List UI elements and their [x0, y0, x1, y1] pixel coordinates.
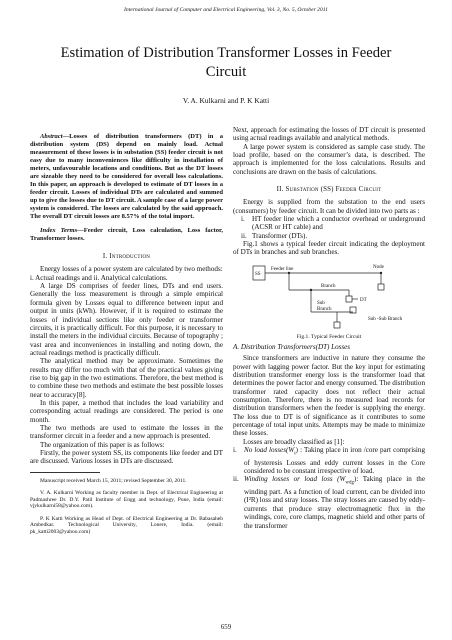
page-number: 659 [220, 624, 232, 631]
abstract-lead: Abstract [40, 132, 63, 140]
section-heading-introduction: I. Introduction [102, 253, 151, 261]
footnote: Manuscript received March 15, 2011; revised September 30, 2011. [40, 478, 187, 485]
intro-paragraph: The organization of this paper is as follows: [40, 440, 165, 449]
label-sub-sub-branch: Sub -Sub Branch [368, 316, 403, 322]
label-node: Node [373, 264, 384, 270]
dt-box [334, 322, 340, 328]
figure-caption: Fig.1. Typical Feeder Circuit [296, 333, 362, 340]
label-feeder-line: Feeder line [271, 266, 294, 272]
label-sub-branch: Branch [317, 306, 332, 312]
index-terms-text: —Feeder circuit, Loss calculation, Loss factor, Transformer losses. [30, 227, 224, 243]
list-item: ii. Transformer (DTs). [241, 231, 308, 240]
subsection-heading: A. Distribution Transformers(DT) Losses [233, 342, 351, 351]
label-dt: DT [360, 297, 367, 303]
intro-paragraph: In this paper, a method that includes the load variability and corresponding actual readings are considered. The period is one month. [30, 398, 223, 424]
authors: V. A. Kulkarni and P. K Katti [182, 96, 270, 105]
left-column [30, 126, 223, 541]
list-item-winding-losses: ii. Winding losses or load loss $(W_{wdg})$: Taking place in the winding part. As a function of load current, can be divided into (I²R) loss and stray losses. The stray losses are caused by eddy-currents that produce stray electromagnetic flux in the windings, core, core clamps, magnetic shield and other parts of the transformer [233, 475, 425, 530]
footnote: P. K Katti Working as Head of Dept. of Electrical Engineering at Dr. Babasaheb Ambedkar. Technological University, Lonere, India. (email: pk_katti2003@yahoo.com) [30, 515, 223, 535]
list-item: i. HT feeder line which a conductor overhead or underground (ACSR or HT cable) and [241, 215, 425, 232]
footnote-rule [30, 472, 100, 473]
label-sub: Sub [317, 300, 325, 306]
paper-title: Estimation of Distribution Transformer Losses in Feeder Circuit [60, 45, 392, 80]
dt-box [346, 296, 352, 302]
body-paragraph: Next, approach for estimating the losses of DT circuit is presented using actual readings available and analytical methods. [233, 126, 425, 143]
intro-paragraph: The two methods are used to estimate the losses in the transformer circuit in a feeder and a new approach is presented. [30, 423, 223, 441]
body-paragraph: Fig.1 shows a typical feeder circuit indicating the deployment of DTs in branches and sub branches. [233, 240, 425, 257]
intro-paragraph: Firstly, the power system SS, its components like feeder and DT are discussed. Various losses in DTs are discussed. [30, 449, 223, 466]
body-paragraph: A large power system is considered as sample case study. The load profile, based on the consumer’s data, is described. The approach is implemented for the loss calculations. Results and conclusions are drawn on the basis of calculations. [233, 142, 425, 176]
body-paragraph: Energy is supplied from the substation to the end users (consumers) by feeder circuit. It can be divided into two parts as : [233, 198, 425, 215]
label-ss: SS [255, 271, 261, 277]
journal-header: International Journal of Computer and Electrical Engineering, Vol. 3, No. 5, October 2011 [124, 7, 328, 13]
dt-box [378, 284, 384, 290]
index-terms [30, 227, 223, 243]
body-paragraph: Losses are broadly classified as [1]: [243, 437, 345, 446]
body-paragraph: Since transformers are inductive in nature they consume the power with lagging power factor. But the key input for estimating distribution transformer energy loss is the transformer load that determines the power factor and energy consumed. The distribution transformer rated capacity does not reflect their actual consumption. Therefore, there is no measured load records for distribution transformers when the feeder is supplying the energy. The loss due to DT is of significance as it contributes to some percentage of total input units. Attempts may be made to minimize these losses. [233, 354, 425, 438]
feeder-circuit-diagram [233, 260, 425, 332]
right-column [233, 126, 425, 530]
intro-paragraph: Energy losses of a power system are calculated by two methods: [40, 265, 223, 274]
abstract-text: —Losses of distribution transformers (DT) in a distribution system (DS) depend on mainly load. Actual measurement of these losses is in substation (SS) feeder circuit is not easy due to many inconveniences like difficulty in installation of meters, unfavourable locations and conditions. But as the DT losses are sizeable they need to be considered for overall loss calculations. In this paper, an approach is developed to estimate of DT losses in a feeder circuit. Losses of individual DTs are calculated and summed up to give the losses due to DT circuit. A sample case of a large power system is considered. The losses are calculated by the said approach. The overall DT circuit losses are 8.57% of the total import. [30, 132, 223, 220]
node-dot [380, 272, 382, 274]
footnote: V. A. Kulkarni Working as faculty member in Dept. of Electrical Engineering at Padmashree Dr. D.Y. Patil Institute of Engg and technology, Pune, India (email: vjykulkarni58@yahoo.com). [30, 490, 223, 510]
section-heading-substation: II. Substation (SS) Feeder Circuit [276, 186, 382, 194]
intro-paragraph: The analytical method may be approximate. Sometimes the results may differ too much with that of the practical values giving rise to big gap in the two estimations. Therefore, the best method is to combine these two methods and estimate the best possible losses near to accuracy[8]. [30, 357, 223, 399]
node-dot [288, 272, 290, 274]
label-branch: Branch [321, 283, 336, 289]
feeder-circuit-figure [233, 260, 425, 338]
index-terms-lead: Index Terms [40, 227, 78, 235]
abstract [30, 133, 223, 221]
intro-paragraph: A large DS comprises of feeder lines, DTs and end users. Generally the loss measurement is through a simple empirical formula given by Losses equal to difference between input and output in units (kWh). However, if it is required to estimate the losses of individual sections like only feeder or transformer circuits, it is practically difficult. For this purpose, it is necessary to install the meters in the individual circuits. Because of topography ; vast area and inconveniences in installing and noting down, the actual readings method is practically difficult. [30, 282, 223, 357]
intro-paragraph: i. Actual readings and ii. Analytical calculations. [30, 273, 168, 282]
node-dot [310, 289, 312, 291]
list-item-no-load-losses: i. No load $losses(W_i)$ : Taking place in iron /core part comprising of hysteresis Losses and eddy current losses in the Core considered to be constant irrespective of load. [233, 445, 426, 476]
